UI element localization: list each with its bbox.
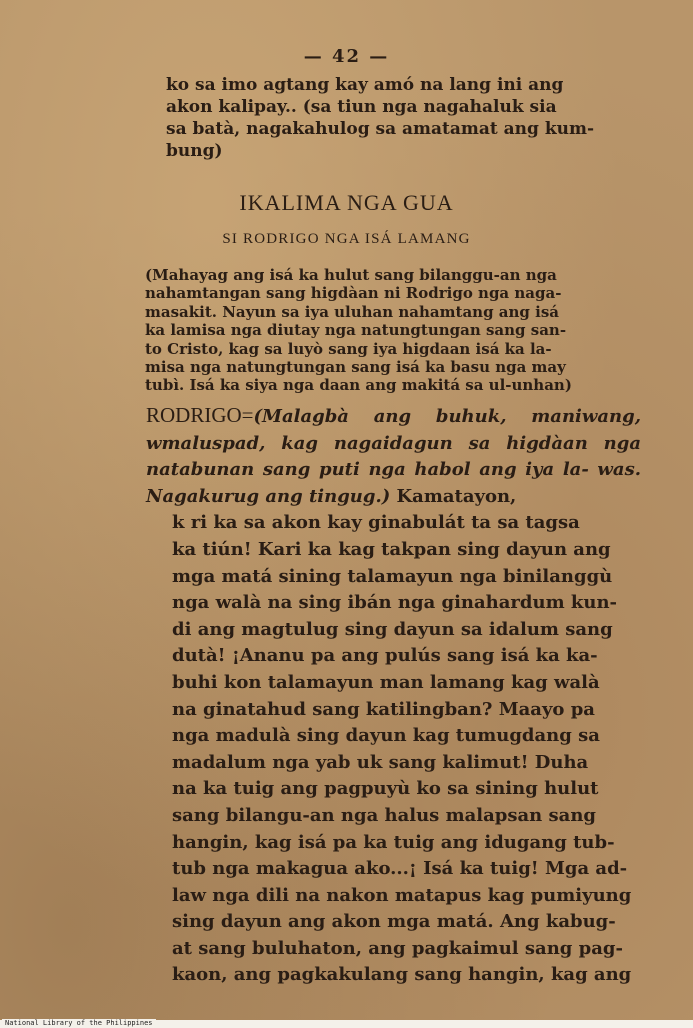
text-line: akon kalipay.. (sa tiun nga nagahaluk sia [166, 97, 557, 117]
stage-direction [145, 266, 641, 395]
dialogue-stage-direction: (Malagbà ang buhuk, maniwang, wmaluspad, kag nagaidagun sa higdàan nga natabunan sang puti nga habol ang iya la- was. Nagakurug ang tingug.) [146, 406, 641, 507]
text-line: (Mahayag ang isá ka hulut sang bilanggu-an nga [145, 266, 557, 284]
dialogue-heading [146, 402, 641, 510]
dialogue-line: k ri ka sa akon kay ginabulát ta sa tagsa [172, 512, 580, 534]
dialogue-line: mga matá sining talamayun nga binilanggù [172, 565, 613, 587]
text-line: misa nga natungtungan sang isá ka basu nga may [145, 358, 566, 377]
dialogue-line: sang bilangu-an nga halus malapsan sang [172, 804, 597, 826]
text-line: ko sa imo agtang kay amó na lang ini ang [166, 75, 564, 95]
dialogue-line: kaon, ang pagkakulang sang hangin, kag ang [172, 964, 632, 986]
dialogue-line: Kamatayon, [396, 485, 517, 507]
dialogue-line: na ka tuig ang pagpuyù ko sa sining hulut [172, 778, 599, 800]
text-line: ka lamisa nga diutay nga natungtungan sang san- [145, 321, 567, 340]
text-line: sa batà, nagakahulog sa amatamat ang kum- [166, 119, 595, 139]
dialogue-line: at sang buluhaton, ang pagkaimul sang pag- [172, 937, 623, 959]
text-line: bung) [166, 141, 223, 161]
dialogue-line: law nga dili na nakon matapus kag pumiyung [172, 884, 632, 906]
dialogue-line: na ginatahud sang katilingban? Maayo pa [172, 698, 595, 720]
text-line: tubì. Isá ka siya nga daan ang makitá sa ul-unhan) [145, 376, 572, 395]
dialogue-line: ka tiún! Kari ka kag takpan sing dayun ang [172, 538, 611, 560]
footer-credit: National Library of the Philippines [2, 1019, 156, 1027]
text-line: masakit. Nayun sa iya uluhan nahamtang ang isá [145, 302, 559, 321]
dialogue-line: sing dayun ang akon mga matá. Ang kabug- [172, 911, 616, 933]
dialogue-line: nga walà na sing ibán nga ginahardum kun- [172, 592, 618, 614]
speaker-name: RODRIGO [146, 403, 242, 427]
dialogue-line: di ang magtulug sing dayun sa idalum sang [172, 618, 613, 640]
dialogue-line: buhi kon talamayun man lamang kag walà [172, 671, 600, 693]
dialogue-line: dutà! ¡Ananu pa ang pulús sang isá ka ka- [172, 645, 598, 667]
text-line: to Cristo, kag sa luyò sang iya higdaan isá ka la- [145, 339, 552, 358]
scene-title: SI RODRIGO NGA ISÁ LAMANG [222, 231, 471, 247]
top-paragraph [166, 74, 641, 162]
dialogue-line: nga madulà sing dayun kag tumugdang sa [172, 725, 600, 747]
dialogue-line: tub nga makagua ako...¡ Isá ka tuig! Mga ad- [172, 858, 628, 880]
page-number: — 42 — [303, 46, 390, 67]
dialogue-block [146, 402, 641, 989]
speaker-separator: = [241, 403, 254, 427]
dialogue-line: madalum nga yab uk sang kalimut! Duha [172, 751, 589, 773]
text-line: nahamtangan sang higdàan ni Rodrigo nga naga- [145, 284, 562, 303]
act-title: IKALIMA NGA GUA [239, 190, 454, 215]
dialogue-line: hangin, kag isá pa ka tuig ang idugang tub- [172, 831, 615, 853]
